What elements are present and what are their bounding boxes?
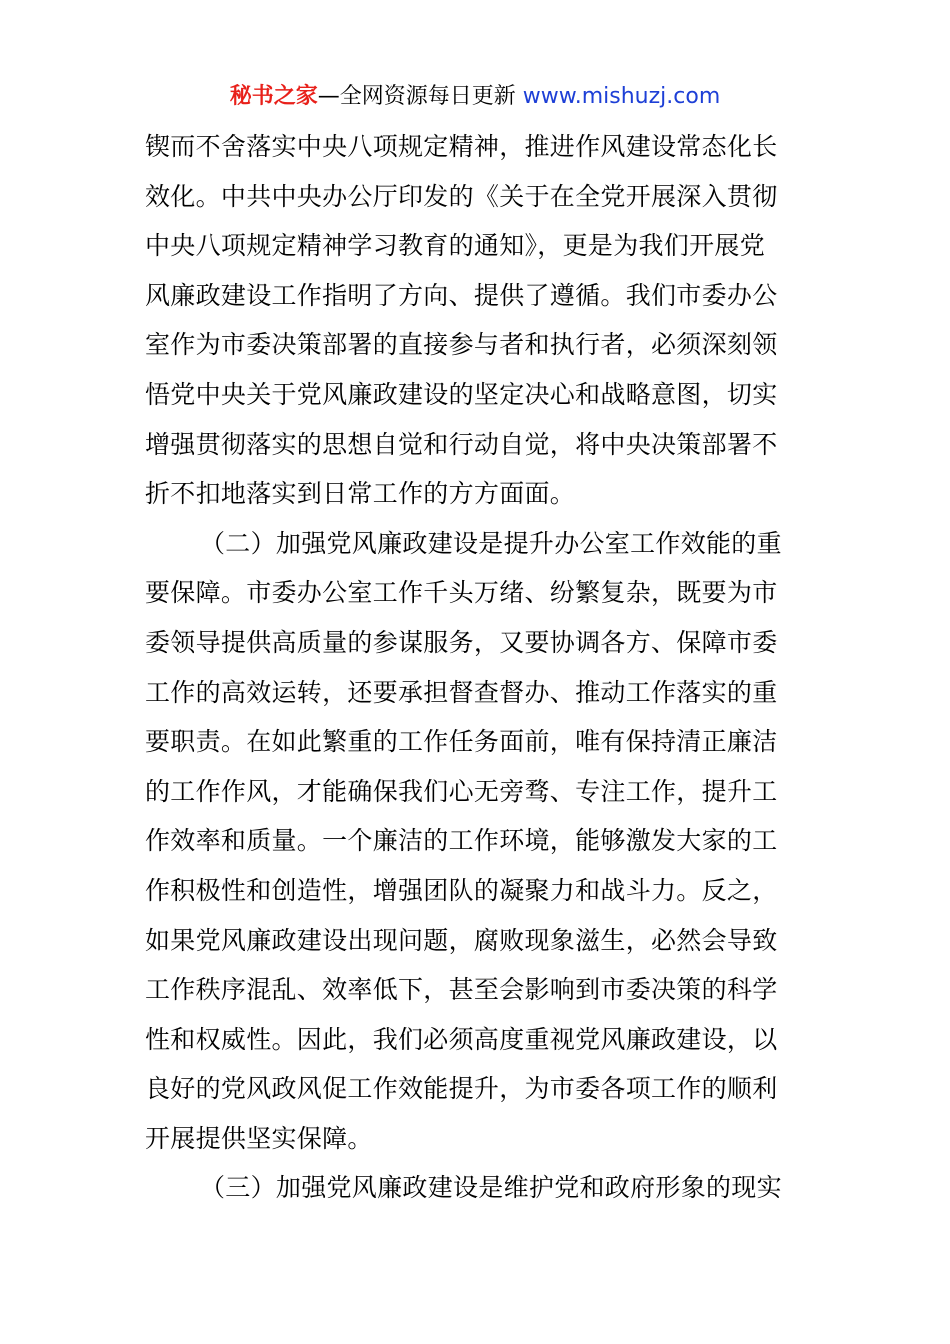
text-line: 的工作作风，才能确保我们心无旁骛、专注工作，提升工 bbox=[145, 776, 778, 806]
text-line: 工作秩序混乱、效率低下，甚至会影响到市委决策的科学 bbox=[145, 975, 778, 1005]
section-heading-line: （三）加强党风廉政建设是维护党和政府形象的现实 bbox=[200, 1173, 782, 1203]
watermark-url-link[interactable]: www.mishuzj.com bbox=[522, 84, 721, 109]
section-heading-line: （二）加强党风廉政建设是提升办公室工作效能的重 bbox=[200, 528, 782, 558]
text-line: 委领导提供高质量的参谋服务，又要协调各方、保障市委 bbox=[145, 627, 778, 657]
text-line: 作效率和质量。一个廉洁的工作环境，能够激发大家的工 bbox=[145, 826, 778, 856]
text-line: 作积极性和创造性，增强团队的凝聚力和战斗力。反之， bbox=[145, 875, 778, 905]
text-line: 悟党中央关于党风廉政建设的坚定决心和战略意图，切实 bbox=[145, 379, 778, 409]
text-line: 效化。中共中央办公厅印发的《关于在全党开展深入贯彻 bbox=[145, 181, 778, 211]
text-line: 开展提供坚实保障。 bbox=[145, 1123, 373, 1153]
text-line: 良好的党风政风促工作效能提升，为市委各项工作的顺利 bbox=[145, 1074, 778, 1104]
watermark-tagline: —全网资源每日更新 bbox=[317, 84, 516, 109]
text-line: 要保障。市委办公室工作千头万绪、纷繁复杂，既要为市 bbox=[145, 578, 778, 608]
watermark-brand: 秘书之家 bbox=[229, 84, 318, 109]
text-line: 折不扣地落实到日常工作的方方面面。 bbox=[145, 479, 576, 509]
text-line: 性和权威性。因此，我们必须高度重视党风廉政建设，以 bbox=[145, 1024, 778, 1054]
text-line: 增强贯彻落实的思想自觉和行动自觉，将中央决策部署不 bbox=[145, 429, 778, 459]
document-body bbox=[145, 122, 810, 1213]
text-line: 室作为市委决策部署的直接参与者和执行者，必须深刻领 bbox=[145, 330, 778, 360]
text-line: 如果党风廉政建设出现问题，腐败现象滋生，必然会导致 bbox=[145, 925, 778, 955]
text-line: 锲而不舍落实中央八项规定精神，推进作风建设常态化长 bbox=[145, 132, 778, 161]
site-watermark-header bbox=[0, 82, 950, 112]
text-line: 中央八项规定精神学习教育的通知》，更是为我们开展党 bbox=[145, 231, 766, 261]
text-line: 风廉政建设工作指明了方向、提供了遵循。我们市委办公 bbox=[145, 280, 778, 310]
text-line: 工作的高效运转，还要承担督查督办、推动工作落实的重 bbox=[145, 677, 778, 707]
text-line: 要职责。在如此繁重的工作任务面前，唯有保持清正廉洁 bbox=[145, 727, 778, 757]
